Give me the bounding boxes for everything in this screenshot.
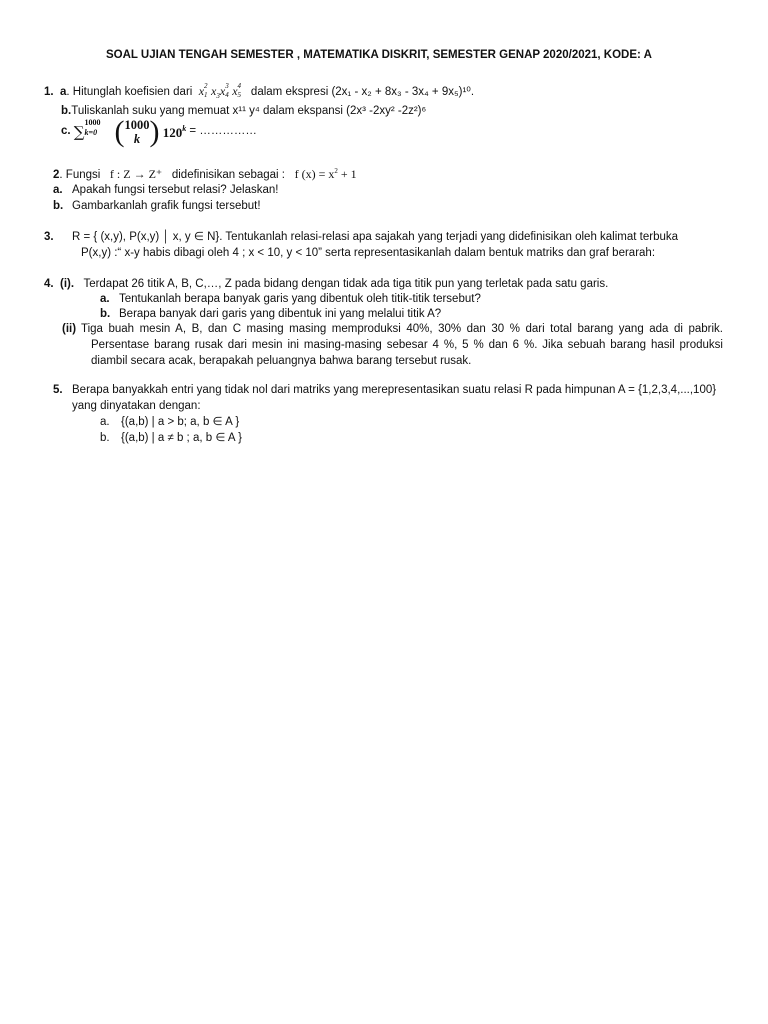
q1-line-a [44, 84, 474, 100]
q4-ib-text: Berapa banyak dari garis yang dibentuk ini yang melalui titik A? [119, 308, 442, 320]
q5-line-2: yang dinyatakan dengan: [72, 400, 201, 412]
q2-a-label: a. [53, 184, 63, 196]
q4-ii-line-1: Tiga buah mesin A, B, dan C masing masing memproduksi 40%, 30% dan 30 % dari total barang yang ada di pabrik. [81, 323, 723, 335]
q1-a-text: . Hitunglah koefisien dari [66, 86, 193, 98]
q2-a-text: Apakah fungsi tersebut relasi? Jelaskan! [72, 184, 279, 196]
q2-intro: . Fungsi [59, 169, 101, 181]
binom-left-paren: ( [114, 115, 125, 148]
q5-b-label: b. [100, 432, 110, 444]
q1-c-power: 120$^k$ [162, 123, 187, 140]
q5-a-label: a. [100, 416, 110, 428]
binomial: 1000 k [124, 117, 150, 146]
q4-ia-label: a. [100, 293, 110, 305]
q3-line-2: P(x,y) :“ x-y habis dibagi oleh 4 ; x < 10, y < 10” serta representasikanlah dalam bentuk matriks dan graf berarah: [81, 247, 656, 259]
q4-ib-label: b. [100, 308, 111, 320]
q2-line [53, 167, 357, 183]
q5-a-text: {(a,b) | a > b; a, b ∈ A } [121, 416, 240, 428]
q2-function-declaration: f : Z → Z⁺ [109, 167, 163, 181]
q1-b-label: b. [61, 105, 72, 117]
q4-ii-line-2: Persentase barang rusak dari mesin ini masing-masing sebesar 4 %, 5 % dan 6 %. Jika sebuah barang hasil produksi [91, 339, 723, 351]
q5-b-text: {(a,b) | a ≠ b ; a, b ∈ A } [121, 432, 242, 444]
q4-ia-text: Tentukanlah berapa banyak garis yang dibentuk oleh titik-titik tersebut? [119, 293, 481, 305]
q4-line-i [44, 278, 608, 292]
q2-b-label: b. [53, 200, 64, 212]
q1-a-expression: dalam ekspresi (2x₁ - x₂ + 8x₃ - 3x₄ + 9x₅)¹⁰. [250, 86, 475, 98]
q2-item-b [53, 200, 63, 214]
q5-line-1: Berapa banyakkah entri yang tidak nol dari matriks yang merepresentasikan suatu relasi R pada himpunan A = {1,2,3,4,...,100} [72, 384, 717, 396]
q4-ii-line-3: diambil secara acak, berapakah peluangnya bahwa barang tersebut rusak. [91, 355, 472, 367]
q2-function-definition: f $(x) = x^2 + 1$ [294, 167, 357, 181]
q5-number: 5. [53, 384, 63, 396]
q4-ii-label: (ii) [62, 323, 77, 335]
q2-number: 2 [53, 169, 60, 181]
q3-number: 3. [44, 231, 54, 243]
sigma-symbol: ∑ [73, 123, 85, 142]
q1-c-tail: = …………… [189, 125, 257, 138]
q1-c-label: c. [61, 125, 71, 138]
q1-a-label: a [59, 86, 67, 98]
q2-text: didefinisikan sebagai : [171, 169, 286, 181]
q4-i-label: (i). [59, 278, 75, 290]
q1-b-text: Tuliskanlah suku yang memuat x¹¹ y⁴ dalam ekspansi (2x³ -2xy² -2z²)⁶ [71, 105, 427, 117]
q1-a-term: x 2 1 $x_3x$ 3 4 x 4 5 [198, 82, 242, 100]
q2-item-a [53, 184, 63, 198]
q4-i-text: Terdapat 26 titik A, B, C,…, Z pada bidang dengan tidak ada tiga titik pun yang terletak pada satu garis. [83, 278, 609, 290]
q1-line-c [61, 117, 257, 147]
q2-b-text: Gambarkanlah grafik fungsi tersebut! [72, 200, 261, 212]
exam-title: SOAL UJIAN TENGAH SEMESTER , MATEMATIKA DISKRIT, SEMESTER GENAP 2020/2021, KODE: A [106, 49, 652, 61]
q1-number: 1. [44, 86, 54, 98]
binom-right-paren: ) [149, 115, 160, 148]
q4-number: 4. [44, 278, 54, 290]
sum-limits: 1000 k=0 [84, 118, 101, 138]
q3-line-1: R = { (x,y), P(x,y) │ x, y ∈ N}. Tentukanlah relasi-relasi apa sajakah yang terjadi yang didefinisikan oleh kalimat terbuka [72, 231, 679, 243]
